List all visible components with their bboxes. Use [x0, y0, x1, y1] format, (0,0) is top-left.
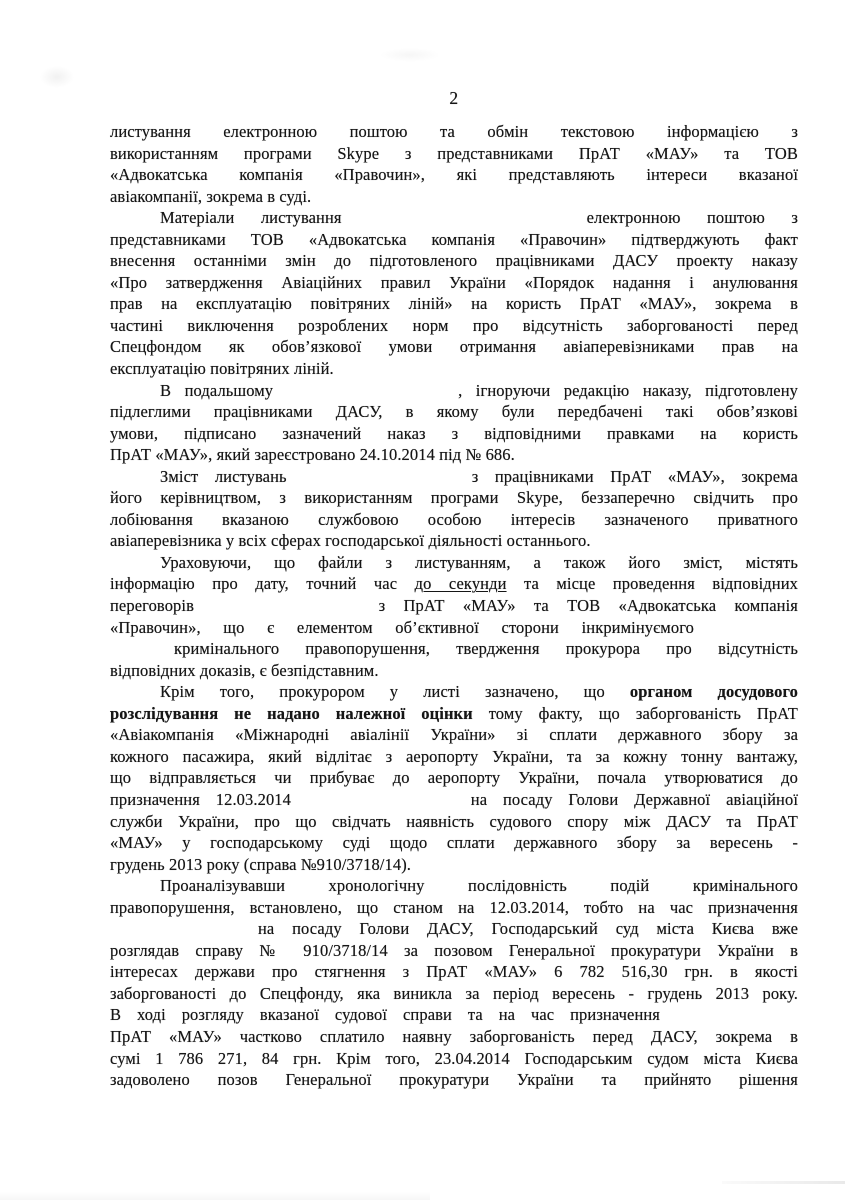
text-line — [110, 897, 798, 919]
text-line — [110, 724, 798, 746]
underlined-text: до секунди — [414, 574, 507, 594]
text-segment: частині виключення розроблених норм про відсутність заборгованості перед — [110, 315, 798, 335]
text-line — [110, 573, 798, 595]
text-line — [110, 746, 798, 768]
text-line — [110, 423, 798, 445]
text-line — [110, 961, 798, 983]
text-segment: «Правочин», що є елементом об’єктивної сторони інкримінуємого — [110, 617, 694, 637]
text-line — [110, 940, 798, 962]
text-segment: на посаду Голови ДАСУ, Господарський суд міста Києва вже — [258, 919, 798, 939]
text-segment: ПрАТ «МАУ» частково сплатило наявну заборгованість перед ДАСУ, зокрема в — [110, 1026, 798, 1046]
scan-edge-shadow — [722, 1181, 845, 1184]
text-line — [110, 121, 798, 143]
text-segment: «Адвокатська компанія «Правочин», які представляють інтереси вказаної — [110, 165, 798, 185]
text-segment: служби України, про що свідчать наявність судового спору між ДАСУ та ПрАТ — [110, 811, 798, 831]
text-segment: Проаналізувавши хронологічну послідовність подій кримінального — [160, 876, 798, 896]
text-segment: інформацію про дату, точний час — [110, 574, 415, 594]
text-segment: прав на експлуатацію повітряних ліній» на користь ПрАТ «МАУ», зокрема в — [110, 294, 798, 314]
text-segment: на посаду Голови Державної авіаційної — [470, 789, 799, 809]
text-segment: та місце проведення відповідних — [506, 574, 798, 594]
text-segment: грудень 2013 року (справа №910/3718/14). — [110, 854, 412, 874]
bold-text: органом досудового — [629, 682, 798, 702]
text-segment: задоволено позов Генеральної прокуратури України та прийнято рішення — [110, 1070, 798, 1090]
text-segment: використанням програми Skype з представниками ПрАТ «МАУ» та ТОВ — [110, 143, 798, 163]
text-segment: лобіювання вказаною службовою особою інтересів зазначеного приватного — [110, 509, 798, 529]
text-line — [110, 487, 798, 509]
document-text — [110, 121, 798, 1091]
scan-smudge — [40, 66, 74, 88]
text-line — [110, 401, 798, 423]
scan-edge-shadow — [0, 1192, 430, 1200]
text-segment: В ході розгляду вказаної судової справи та на час призначення — [110, 1005, 660, 1025]
text-segment: «Авіакомпанія «Міжнародні авіалінії України» зі сплати державного збору за — [110, 725, 798, 745]
text-line — [110, 207, 798, 229]
text-line — [110, 380, 798, 402]
text-line — [110, 530, 798, 552]
text-line — [110, 875, 798, 897]
text-segment: призначення 12.03.2014 — [110, 789, 292, 809]
text-line — [110, 293, 798, 315]
text-line — [110, 143, 798, 165]
text-line — [110, 767, 798, 789]
text-line — [110, 789, 798, 811]
text-segment: ПрАТ «МАУ», який зареєстровано 24.10.2014 під № 686. — [110, 445, 515, 465]
text-line — [110, 811, 798, 833]
text-segment: з працівниками ПрАТ «МАУ», зокрема — [471, 466, 798, 486]
text-segment: сумі 1 786 271, 84 грн. Крім того, 23.04.2014 Господарським судом міста Києва — [110, 1048, 798, 1068]
text-line — [110, 703, 798, 725]
text-line — [110, 832, 798, 854]
redaction-gap — [307, 804, 455, 805]
text-line — [110, 1048, 798, 1070]
text-segment: експлуатацію повітряних ліній. — [110, 359, 334, 379]
text-line — [110, 918, 798, 940]
text-segment: кожного пасажира, який відлітає з аеропорту України, та за кожну тонну вантажу, — [110, 746, 798, 766]
bold-text: розслідування не надано належної оцінки — [110, 703, 473, 723]
text-line — [110, 164, 798, 186]
text-line — [110, 272, 798, 294]
text-line — [110, 444, 798, 466]
text-line — [110, 681, 798, 703]
text-segment: його керівництвом, з використанням програми Skype, беззаперечно свідчить про — [110, 488, 798, 508]
text-line — [110, 595, 798, 617]
text-line — [110, 1004, 798, 1026]
text-segment: В подальшому — [160, 380, 274, 400]
text-segment: заборгованості до Спецфонду, яка виникла за період вересень - грудень 2013 року. — [110, 983, 798, 1003]
text-segment: листування електронною поштою та обмін текстовою інформацією з — [110, 122, 798, 141]
text-segment: електронною поштою з — [586, 208, 798, 228]
text-line — [110, 1069, 798, 1091]
text-segment: Матеріали листування — [160, 208, 342, 228]
text-line — [110, 466, 798, 488]
text-line — [110, 186, 798, 208]
text-segment: правопорушення, встановлено, що станом на 12.03.2014, тобто на час призначення — [110, 897, 798, 917]
page-number: 2 — [449, 88, 459, 108]
text-line — [110, 617, 798, 639]
text-segment: Крім того, прокурором у листі зазначено, що — [160, 682, 630, 702]
text-segment: Спецфондом як обов’язкової умови отримання авіаперевізниками прав на — [110, 337, 798, 357]
text-segment: , ігноруючи редакцію наказу, підготовлену — [458, 380, 798, 400]
text-segment: переговорів — [110, 596, 194, 616]
text-segment: інтересах держави про стягнення з ПрАТ «МАУ» 6 782 516,30 грн. в якості — [110, 962, 798, 982]
text-line — [110, 1026, 798, 1048]
text-segment: розглядав справу № 910/3718/14 за позовом Генеральної прокуратури України в — [110, 940, 798, 960]
text-segment: умови, підписано зазначений наказ з відповідними правками на користь — [110, 423, 798, 443]
redaction-gap — [212, 610, 360, 611]
redaction-gap — [303, 481, 455, 482]
text-line — [110, 358, 798, 380]
text-segment: відповідних доказів, є безпідставним. — [110, 660, 379, 680]
redaction-gap — [368, 222, 560, 223]
text-line — [110, 854, 798, 876]
text-line — [110, 315, 798, 337]
text-segment: Зміст листувань — [160, 466, 287, 486]
text-line — [110, 638, 798, 660]
text-line — [110, 250, 798, 272]
text-segment: тому факту, що заборгованість ПрАТ — [472, 703, 798, 723]
text-line — [110, 552, 798, 574]
text-line — [110, 660, 798, 682]
text-line — [110, 509, 798, 531]
text-line — [110, 229, 798, 251]
text-segment: що відправляється чи прибуває до аеропорту України, почала утворюватися до — [110, 768, 798, 788]
text-segment: «Про затвердження Авіаційних правил України «Порядок надання і анулювання — [110, 272, 798, 292]
text-segment: представниками ТОВ «Адвокатська компанія «Правочин» підтверджують факт — [110, 229, 798, 249]
text-segment: підлеглими працівниками ДАСУ, в якому були передбачені такі обов’язкові — [110, 402, 798, 422]
text-segment: авіаперевізника у всіх сферах господарської діяльності останнього. — [110, 531, 591, 551]
text-line — [110, 336, 798, 358]
text-segment: кримінального правопорушення, твердження прокурора про відсутність — [174, 639, 798, 659]
scan-smudge — [380, 48, 440, 62]
text-segment: внесення останніми змін до підготовленого працівниками ДАСУ проекту наказу — [110, 251, 798, 271]
text-segment: з ПрАТ «МАУ» та ТОВ «Адвокатська компанія — [378, 596, 798, 616]
text-segment: авіакомпанії, зокрема в суді. — [110, 186, 312, 206]
text-line — [110, 983, 798, 1005]
redaction-gap — [287, 395, 445, 396]
text-segment: Ураховуючи, що файли з листуванням, а також його зміст, містять — [160, 552, 798, 572]
text-segment: «МАУ» у господарському суді щодо сплати державного збору за вересень - — [110, 833, 798, 853]
